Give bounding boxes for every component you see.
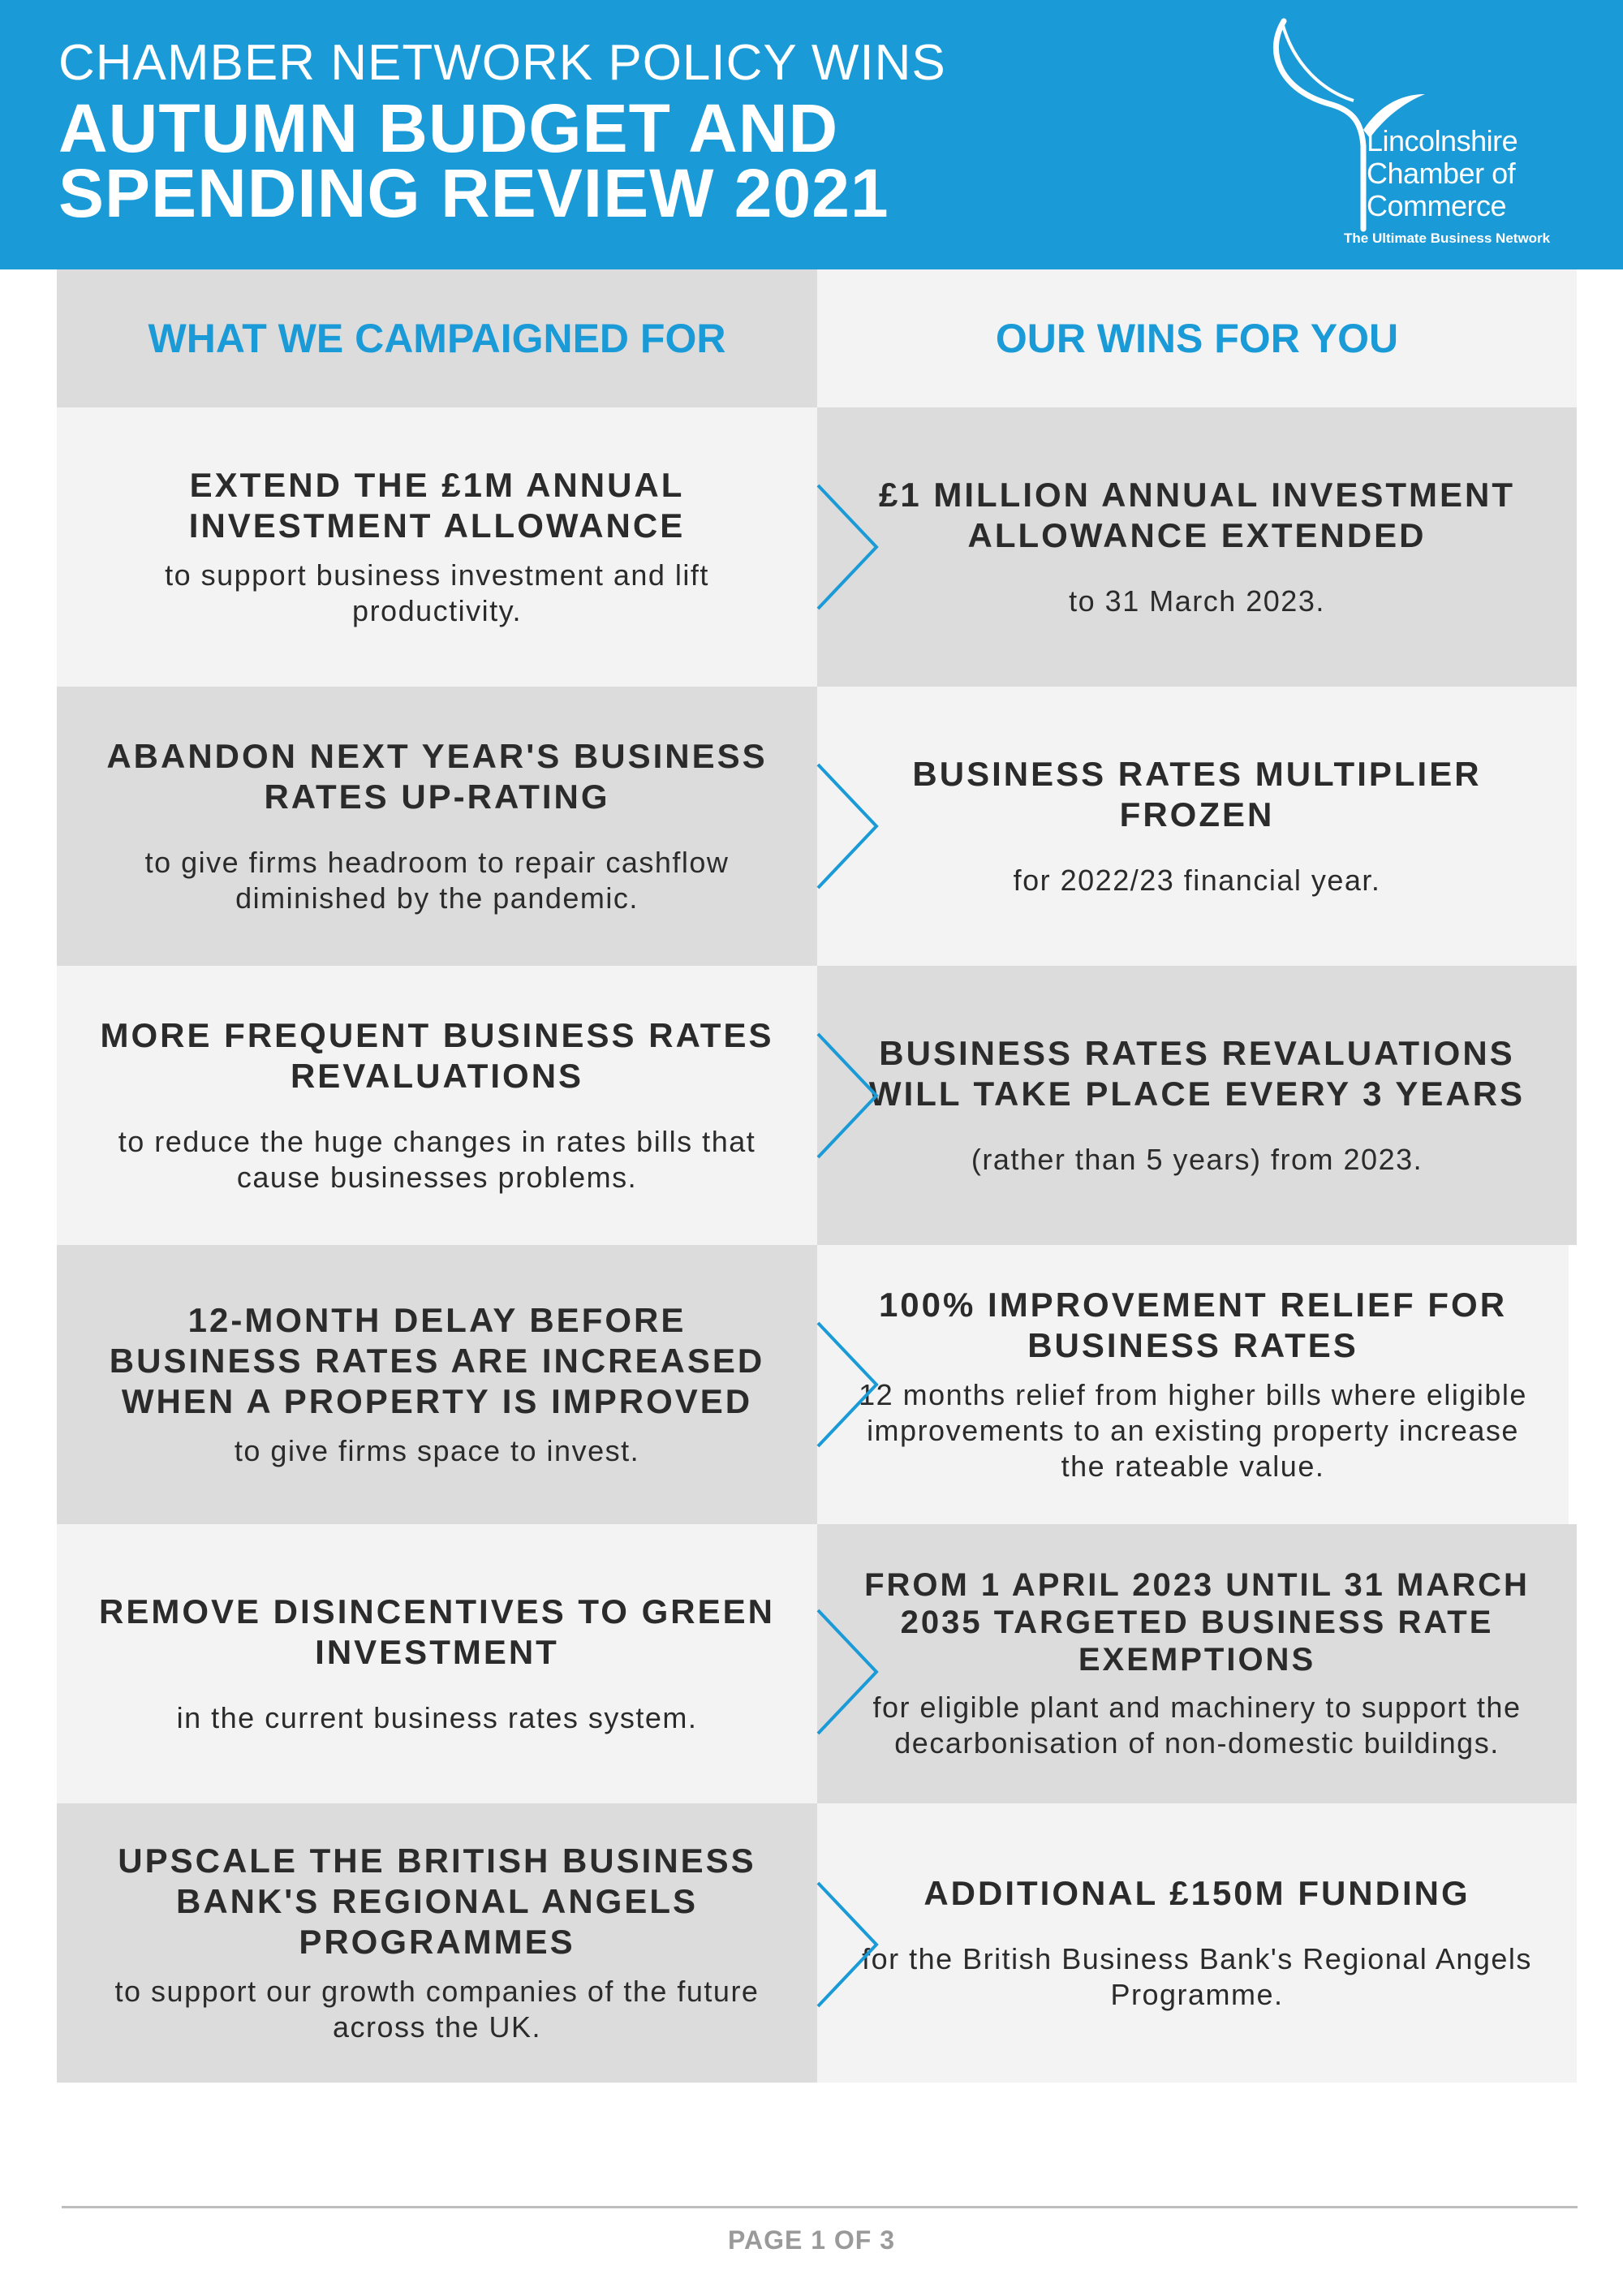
chevron-right-icon: [812, 761, 885, 891]
campaign-heading: MORE FREQUENT BUSINESS RATES REVALUATIONS: [100, 1016, 774, 1095]
campaign-cell-4: [57, 1245, 817, 1524]
page-title: [58, 90, 889, 231]
campaign-heading: REMOVE DISINCENTIVES TO GREEN INVESTMENT: [98, 1592, 775, 1671]
win-cell-5: [817, 1524, 1577, 1803]
campaign-detail: to support our growth companies of the future across the UK.: [114, 1975, 760, 2044]
title-line-2: SPENDING REVIEW 2021: [58, 155, 889, 231]
win-heading: BUSINESS RATES MULTIPLIER FROZEN: [912, 755, 1482, 834]
campaign-cell-3: [57, 966, 817, 1245]
campaign-heading: 12-MONTH DELAY BEFORE BUSINESS RATES ARE INCREASED WHEN A PROPERTY IS IMPROVED: [109, 1301, 765, 1420]
win-detail: for eligible plant and machinery to support the decarbonisation of non-domestic buildings.: [872, 1691, 1522, 1760]
campaign-heading: EXTEND THE £1M ANNUAL INVESTMENT ALLOWANCE: [188, 466, 686, 545]
win-detail: for 2022/23 financial year.: [1013, 864, 1381, 897]
column-header-wins: OUR WINS FOR YOU: [817, 269, 1577, 407]
campaign-cell-1: [57, 407, 817, 687]
chevron-right-icon: [812, 482, 885, 612]
win-detail: 12 months relief from higher bills where eligible improvements to an existing property increase the rateable value.: [859, 1378, 1527, 1483]
campaign-detail: in the current business rates system.: [176, 1701, 698, 1734]
campaign-detail: to give firms headroom to repair cashflow diminished by the pandemic.: [144, 846, 730, 915]
logo-wordmark: [1367, 125, 1518, 222]
win-cell-4: [817, 1245, 1569, 1524]
title-line-1: AUTUMN BUDGET AND: [58, 90, 839, 166]
campaign-cell-5: [57, 1524, 817, 1803]
win-cell-6: [817, 1803, 1577, 2083]
logo-line-3: Commerce: [1367, 189, 1507, 222]
page-number: PAGE 1 OF 3: [727, 2225, 895, 2255]
win-heading: FROM 1 APRIL 2023 UNTIL 31 MARCH 2035 TARGETED BUSINESS RATE EXEMPTIONS: [864, 1567, 1530, 1678]
campaign-heading: UPSCALE THE BRITISH BUSINESS BANK'S REGIONAL ANGELS PROGRAMMES: [118, 1842, 756, 1961]
column-header-campaigned: WHAT WE CAMPAIGNED FOR: [57, 269, 817, 407]
win-heading: £1 MILLION ANNUAL INVESTMENT ALLOWANCE EXTENDED: [878, 476, 1516, 554]
chevron-right-icon: [812, 1031, 885, 1161]
logo-tagline: The Ultimate Business Network: [1344, 230, 1551, 246]
campaign-detail: to support business investment and lift productivity.: [165, 558, 709, 627]
win-heading: BUSINESS RATES REVALUATIONS WILL TAKE PLACE EVERY 3 YEARS: [868, 1034, 1526, 1113]
win-detail: (rather than 5 years) from 2023.: [971, 1143, 1423, 1176]
chevron-right-icon: [812, 1607, 885, 1737]
campaign-cell-6: [57, 1803, 817, 2083]
header-banner: [0, 0, 1623, 269]
win-heading: ADDITIONAL £150M FUNDING: [923, 1874, 1470, 1912]
win-cell-2: [817, 687, 1577, 966]
campaign-cell-2: [57, 687, 817, 966]
win-cell-3: [817, 966, 1577, 1245]
win-detail: to 31 March 2023.: [1069, 584, 1325, 618]
chevron-right-icon: [812, 1320, 885, 1450]
campaign-detail: to reduce the huge changes in rates bills that cause businesses problems.: [118, 1125, 756, 1194]
win-cell-1: [817, 407, 1577, 687]
campaign-heading: ABANDON NEXT YEAR'S BUSINESS RATES UP-RATING: [106, 737, 768, 816]
chevron-right-icon: [812, 1880, 885, 2010]
win-detail: for the British Business Bank's Regional Angels Programme.: [862, 1942, 1532, 2011]
chamber-logo: [1258, 16, 1599, 260]
campaign-detail: to give firms space to invest.: [234, 1434, 640, 1467]
logo-line-2: Chamber of: [1367, 157, 1516, 190]
logo-line-1: Lincolnshire: [1367, 124, 1518, 157]
header-kicker: CHAMBER NETWORK POLICY WINS: [58, 35, 946, 91]
win-heading: 100% IMPROVEMENT RELIEF FOR BUSINESS RATES: [878, 1286, 1508, 1364]
footer-divider: [62, 2206, 1578, 2208]
